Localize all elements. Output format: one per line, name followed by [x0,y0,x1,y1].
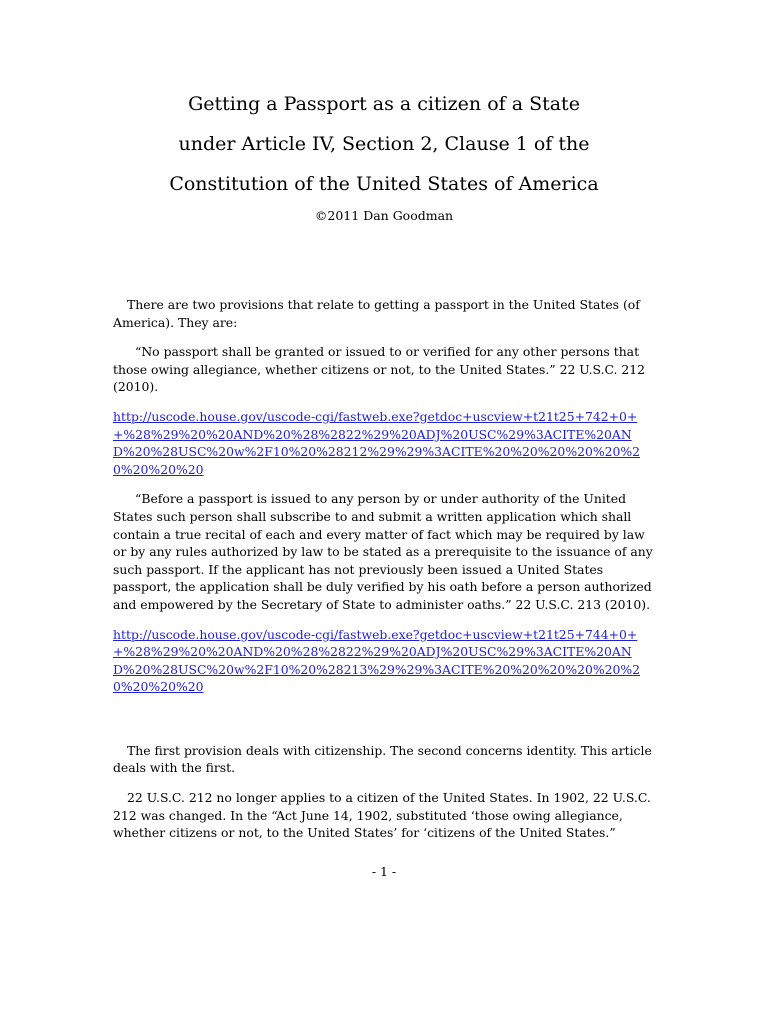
title-line-2: under Article IV, Section 2, Clause 1 of the [178,133,590,155]
quote-22-usc-212: “No passport shall be granted or issued to or verified for any other persons that those owing allegiance, whether citizens or not, to the United States.” 22 U.S.C. 212 (2010). [113,344,646,395]
no-longer-applies-paragraph: 22 U.S.C. 212 no longer applies to a citizen of the United States. In 1902, 22 U.S.C. 212 was changed. In the “Act June 14, 1902, substituted ‘those owing allegiance, whether citizens or not, to the United States’ for ‘citizens of the United States.” [113,790,651,841]
title-line-1: Getting a Passport as a citizen of a State [188,93,580,115]
quote-22-usc-213: “Before a passport is issued to any person by or under authority of the United States such person shall subscribe to and submit a written application which shall contain a true recital of each and every matter of fact which may be required by law or by any rules authorized by law to be stated as a prerequisite to the issuance of any such passport. If the applicant has not previously been issued a United States passport, the application shall be duly verified by his oath before a person authorized and empowered by the Secretary of State to administer oaths.” 22 U.S.C. 213 (2010). [113,491,653,612]
document-title [0,84,768,204]
copyright-notice: ©2011 Dan Goodman [314,208,454,223]
title-line-3: Constitution of the United States of America [169,173,599,195]
intro-paragraph: There are two provisions that relate to getting a passport in the United States (of America). They are: [113,297,640,330]
uscode-link-213[interactable]: http://uscode.house.gov/uscode-cgi/fastweb.exe?getdoc+uscview+t21t25+744+0++%28%29%20%20AND%20%28%2822%29%20ADJ%20USC%29%3ACITE%20AND%20%28USC%20w%2F10%20%28213%29%29%3ACITE%20%20%20%20%20%20%20%20%20 [113,626,641,695]
section-spacer [113,708,653,742]
first-provision-paragraph: The first provision deals with citizenship. The second concerns identity. This article deals with the first. [113,742,652,776]
uscode-link-212[interactable]: http://uscode.house.gov/uscode-cgi/fastweb.exe?getdoc+uscview+t21t25+742+0++%28%29%20%20AND%20%28%2822%29%20ADJ%20USC%29%3ACITE%20AND%20%28USC%20w%2F10%20%28212%29%29%3ACITE%20%20%20%20%20%20%20%20%20 [113,408,641,477]
page-number: - 1 - [371,864,397,879]
document-body [113,296,653,854]
